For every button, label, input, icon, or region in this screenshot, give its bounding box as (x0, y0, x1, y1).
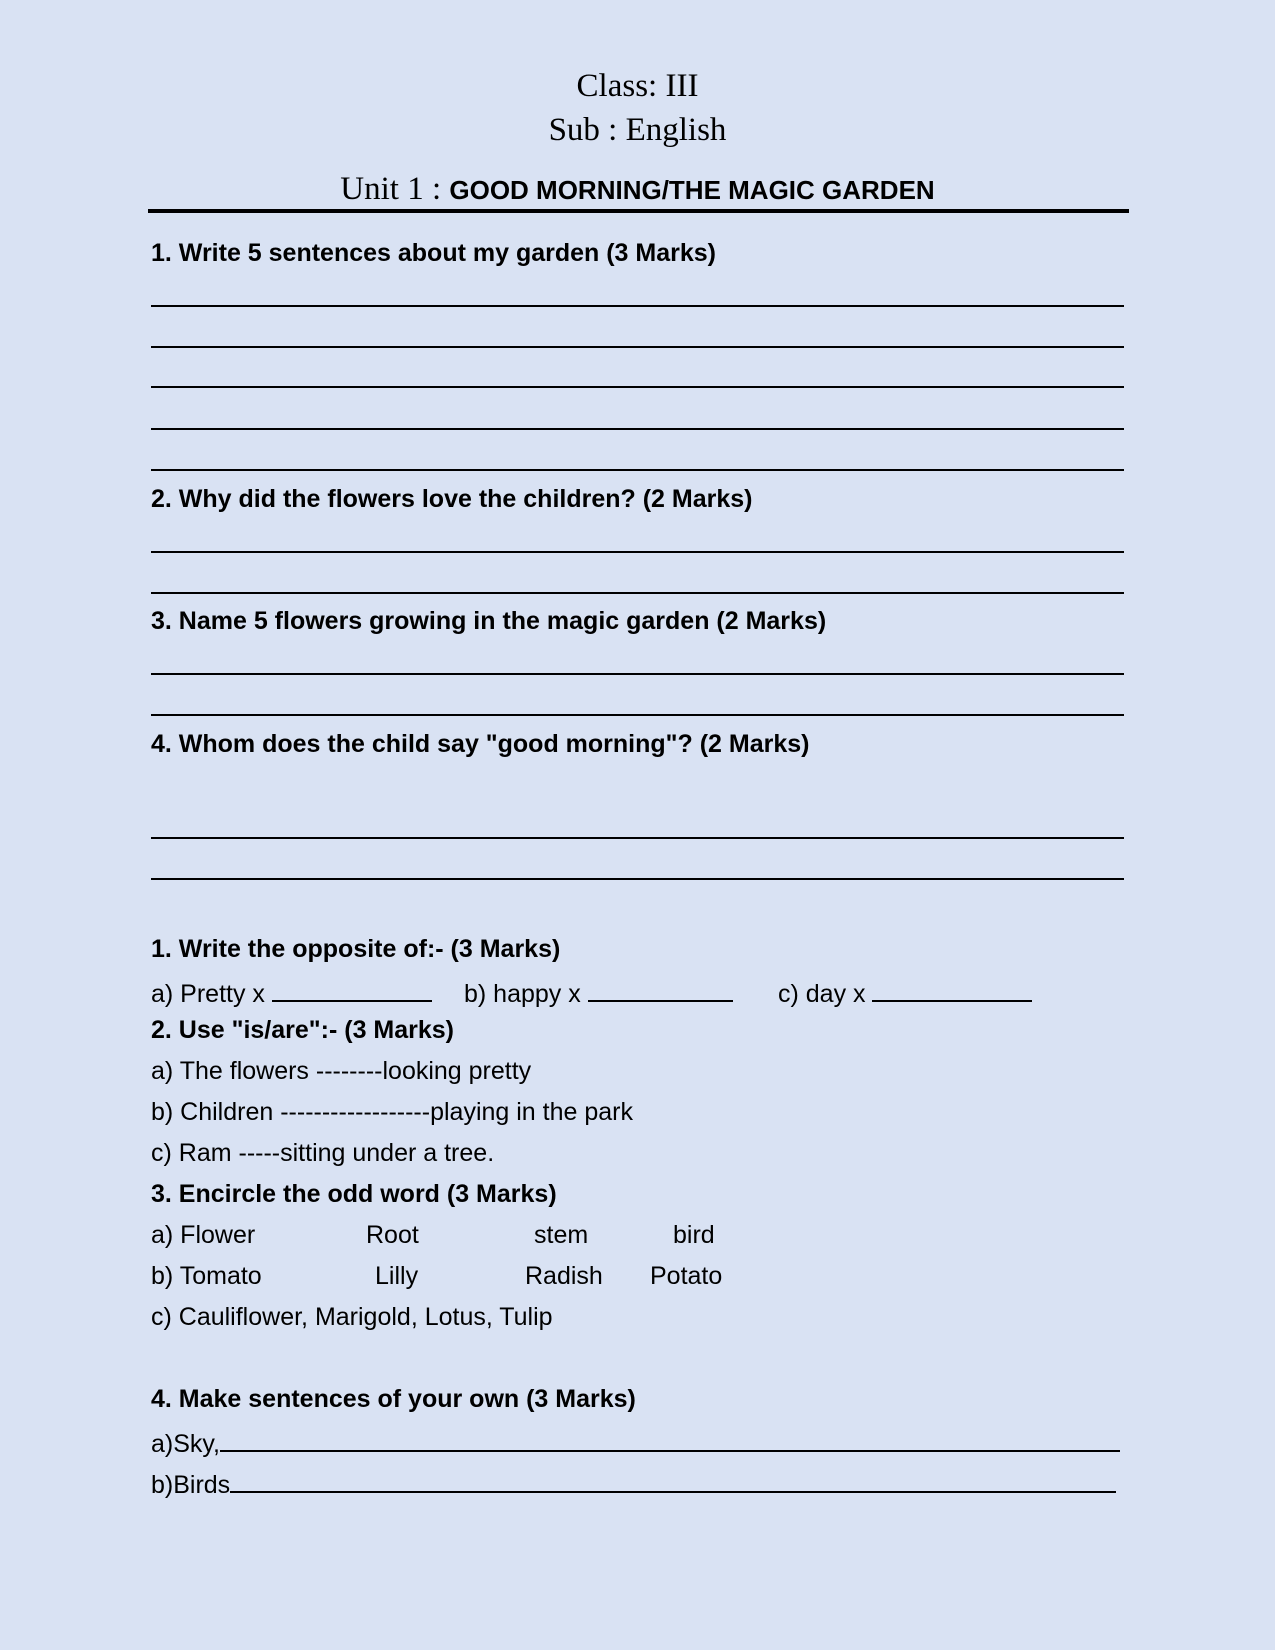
sentence-b-blank[interactable] (230, 1465, 1116, 1493)
odd-word-a-second[interactable]: Root (366, 1221, 419, 1249)
odd-word-b-third[interactable]: Radish (525, 1262, 603, 1290)
opposite-item-c (778, 974, 1032, 1010)
answer-line[interactable] (151, 386, 1124, 388)
odd-word-a-first: a) Flower (151, 1221, 256, 1249)
sentence-item-a (151, 1424, 1120, 1460)
odd-word-b-fourth[interactable]: Potato (650, 1262, 723, 1290)
odd-word-b-first: b) Tomato (151, 1262, 262, 1290)
header-divider (148, 209, 1129, 213)
grammar-q4-sentences: 4. Make sentences of your own (3 Marks) (151, 1385, 636, 1413)
answer-line[interactable] (151, 837, 1124, 839)
odd-word-b-second[interactable]: Lilly (375, 1262, 419, 1290)
sentence-a-label: a)Sky, (151, 1430, 220, 1458)
answer-line[interactable] (151, 673, 1124, 675)
is-are-item-b: b) Children ------------------playing in the park (151, 1098, 633, 1126)
sentence-b-label: b)Birds (151, 1471, 231, 1499)
is-are-item-a: a) The flowers --------looking pretty (151, 1057, 532, 1085)
odd-word-c-list: c) Cauliflower, Marigold, Lotus, Tulip (151, 1303, 553, 1331)
opposite-c-blank[interactable] (872, 974, 1032, 1002)
answer-line[interactable] (151, 469, 1124, 471)
answer-line[interactable] (151, 428, 1124, 430)
unit-title: GOOD MORNING/THE MAGIC GARDEN (449, 175, 935, 205)
sentence-a-blank[interactable] (220, 1424, 1120, 1452)
question-1-garden: 1. Write 5 sentences about my garden (3 Marks) (151, 239, 717, 267)
is-are-item-c: c) Ram -----sitting under a tree. (151, 1139, 495, 1167)
sentence-item-b (151, 1465, 1116, 1501)
question-2-flowers-love: 2. Why did the flowers love the children? (2 Marks) (151, 485, 753, 513)
subject-label: Sub : English (548, 112, 727, 148)
class-label: Class: III (576, 68, 699, 104)
opposite-item-a (151, 974, 432, 1010)
question-4-good-morning: 4. Whom does the child say "good morning"? (2 Marks) (151, 730, 810, 758)
opposite-b-label: b) happy x (464, 980, 581, 1008)
opposite-a-label: a) Pretty x (151, 980, 265, 1008)
answer-line[interactable] (151, 551, 1124, 553)
answer-line[interactable] (151, 592, 1124, 594)
odd-word-a-third[interactable]: stem (534, 1221, 589, 1249)
grammar-q2-is-are: 2. Use "is/are":- (3 Marks) (151, 1016, 455, 1044)
answer-line[interactable] (151, 346, 1124, 348)
unit-prefix: Unit 1 : (340, 171, 450, 207)
unit-heading (0, 169, 1275, 210)
answer-line[interactable] (151, 305, 1124, 307)
opposite-a-blank[interactable] (272, 974, 432, 1002)
odd-word-a-fourth[interactable]: bird (673, 1221, 715, 1249)
grammar-q1-opposite: 1. Write the opposite of:- (3 Marks) (151, 935, 561, 963)
opposite-b-blank[interactable] (588, 974, 733, 1002)
question-3-name-flowers: 3. Name 5 flowers growing in the magic garden (2 Marks) (151, 607, 827, 635)
opposite-item-b (464, 974, 733, 1010)
answer-line[interactable] (151, 714, 1124, 716)
grammar-q3-odd-word: 3. Encircle the odd word (3 Marks) (151, 1180, 557, 1208)
answer-line[interactable] (151, 878, 1124, 880)
opposite-c-label: c) day x (778, 980, 866, 1008)
